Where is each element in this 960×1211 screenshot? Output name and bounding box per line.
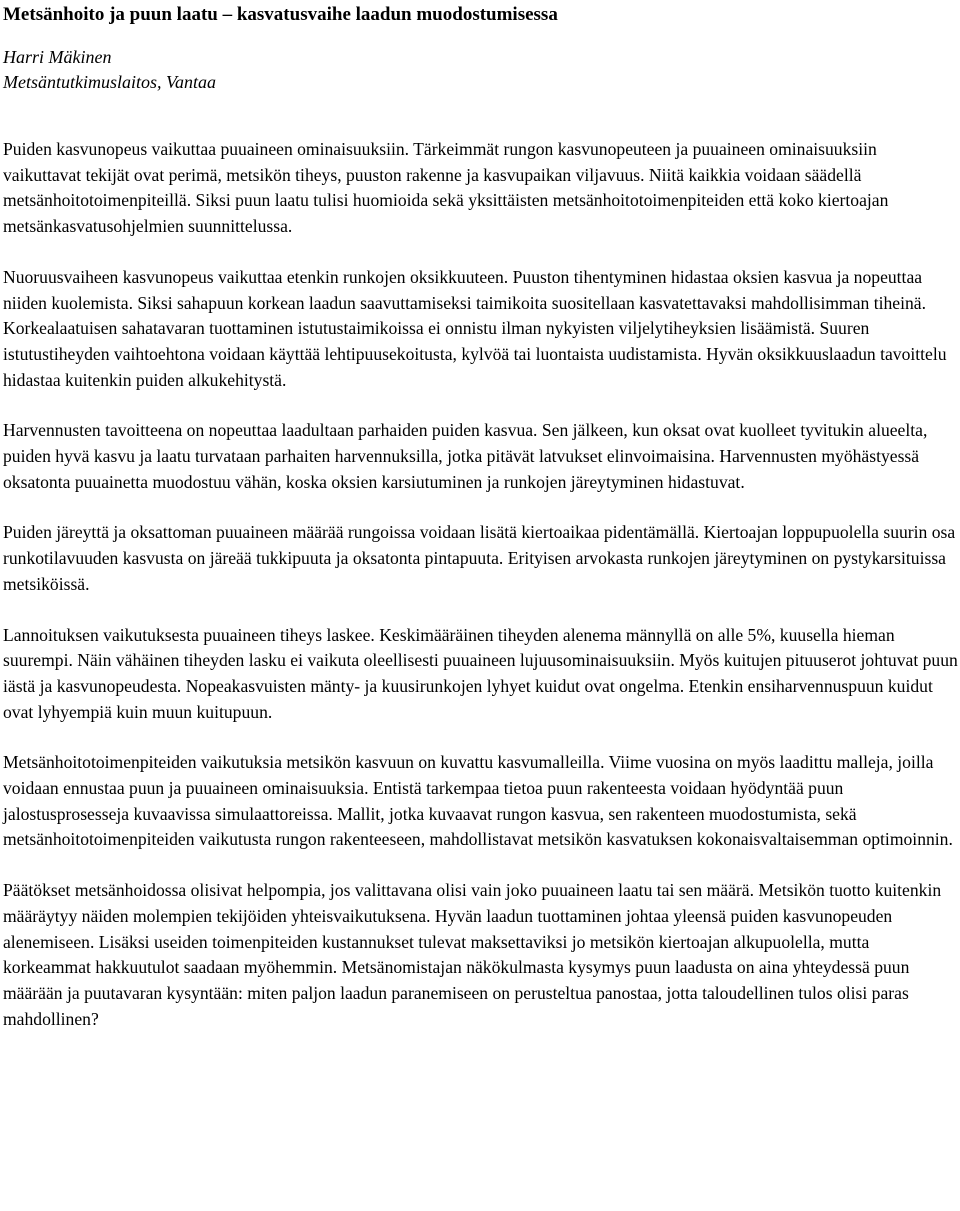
paragraph: Harvennusten tavoitteena on nopeuttaa laadultaan parhaiden puiden kasvua. Sen jälkeen, kun oksat ovat kuolleet tyvitukin alueelta, puiden hyvä kasvu ja laatu turvataan parhaiten harvennuksilla, jotka pitävät latvukset elinvoimaisina. Harvennusten myöhästyessä oksatonta puuainetta muodostuu vähän, koska oksien karsiutuminen ja runkojen järeytyminen hidastuvat. — [3, 420, 928, 492]
author-block — [3, 45, 958, 95]
document-body — [3, 137, 958, 1032]
paragraph: Puiden järeyttä ja oksattoman puuaineen määrää rungoissa voidaan lisätä kiertoaikaa pidentämällä. Kiertoajan loppupuolella suurin osa runkotilavuuden kasvusta on järeää tukkipuuta ja oksatonta pintapuuta. Erityisen arvokasta runkojen järeytyminen on pystykarsituissa metsiköissä. — [3, 522, 956, 594]
document-title: Metsänhoito ja puun laatu – kasvatusvaihe laadun muodostumisessa — [3, 4, 558, 25]
paragraph: Lannoituksen vaikutuksesta puuaineen tiheys laskee. Keskimääräinen tiheyden alenema männyllä on alle 5%, kuusella hieman suurempi. Näin vähäinen tiheyden lasku ei vaikuta oleellisesti puuaineen lujuusominaisuuksiin. Myös kuitujen pituuserot johtuvat puun iästä ja kasvunopeudesta. Nopeakasvuisten mänty- ja kuusirunkojen lyhyet kuidut ovat ongelma. Etenkin ensiharvennuspuun kuidut ovat lyhyempiä kuin muun kuitupuun. — [3, 624, 958, 722]
paragraph: Puiden kasvunopeus vaikuttaa puuaineen ominaisuuksiin. Tärkeimmät rungon kasvunopeuteen ja puuaineen ominaisuuksiin vaikuttavat tekijät ovat perimä, metsikön tiheys, puuston rakenne ja kasvupaikan viljavuus. Niitä kaikkia voidaan säädellä metsänhoitotoimenpiteillä. Siksi puun laatu tulisi huomioida sekä yksittäisten metsänhoitotoimenpiteiden että koko kiertoajan metsänkasvatusohjelmien suunnittelussa. — [3, 139, 889, 237]
paragraph: Metsänhoitotoimenpiteiden vaikutuksia metsikön kasvuun on kuvattu kasvumalleilla. Viime vuosina on myös laadittu malleja, joilla voidaan ennustaa puun ja puuaineen ominaisuuksia. Entistä tarkempaa tietoa puun rakenteesta voidaan hyödyntää puun jalostusprosesseja kuvaavissa simulaattoreissa. Mallit, jotka kuvaavat rungon kasvua, sen rakenteen muodostumista, sekä metsänhoitotoimenpiteiden vaikutusta rungon rakenteeseen, mahdollistavat metsikön kasvatuksen kokonaisvaltaisemman optimoinnin. — [3, 752, 953, 850]
paragraph: Päätökset metsänhoidossa olisivat helpompia, jos valittavana olisi vain joko puuaineen laatu tai sen määrä. Metsikön tuotto kuitenkin määräytyy näiden molempien tekijöiden yhteisvaikutuksena. Hyvän laadun tuottaminen johtaa yleensä puiden kasvunopeuden alenemiseen. Lisäksi useiden toimenpiteiden kustannukset tulevat maksettaviksi jo metsikön kiertoajan alkupuolella, mutta korkeammat hakkuutulot saadaan myöhemmin. Metsänomistajan näkökulmasta kysymys puun laadusta on aina yhteydessä puun määrään ja puutavaran kysyntään: miten paljon laadun paranemiseen on perusteltua panostaa, jotta taloudellinen tulos olisi paras mahdollinen? — [3, 880, 942, 1029]
author-affiliation: Metsäntutkimuslaitos, Vantaa — [3, 72, 216, 92]
document-page — [3, 0, 958, 1032]
paragraph: Nuoruusvaiheen kasvunopeus vaikuttaa etenkin runkojen oksikkuuteen. Puuston tihentyminen hidastaa oksien kasvua ja nopeuttaa niiden kuolemista. Siksi sahapuun korkean laadun saavuttamiseksi taimikoita suositellaan kasvatettavaksi mahdollisimman tiheinä. Korkealaatuisen sahatavaran tuottaminen istutustaimikoissa ei onnistu ilman nykyisten viljelytiheyksien lisäämistä. Suuren istutustiheyden vaihtoehtona voidaan käyttää lehtipuusekoitusta, kylvöä tai luontaista uudistamista. Hyvän oksikkuuslaadun tavoittelu hidastaa kuitenkin puiden alkukehitystä. — [3, 266, 947, 390]
author-name: Harri Mäkinen — [3, 47, 112, 67]
